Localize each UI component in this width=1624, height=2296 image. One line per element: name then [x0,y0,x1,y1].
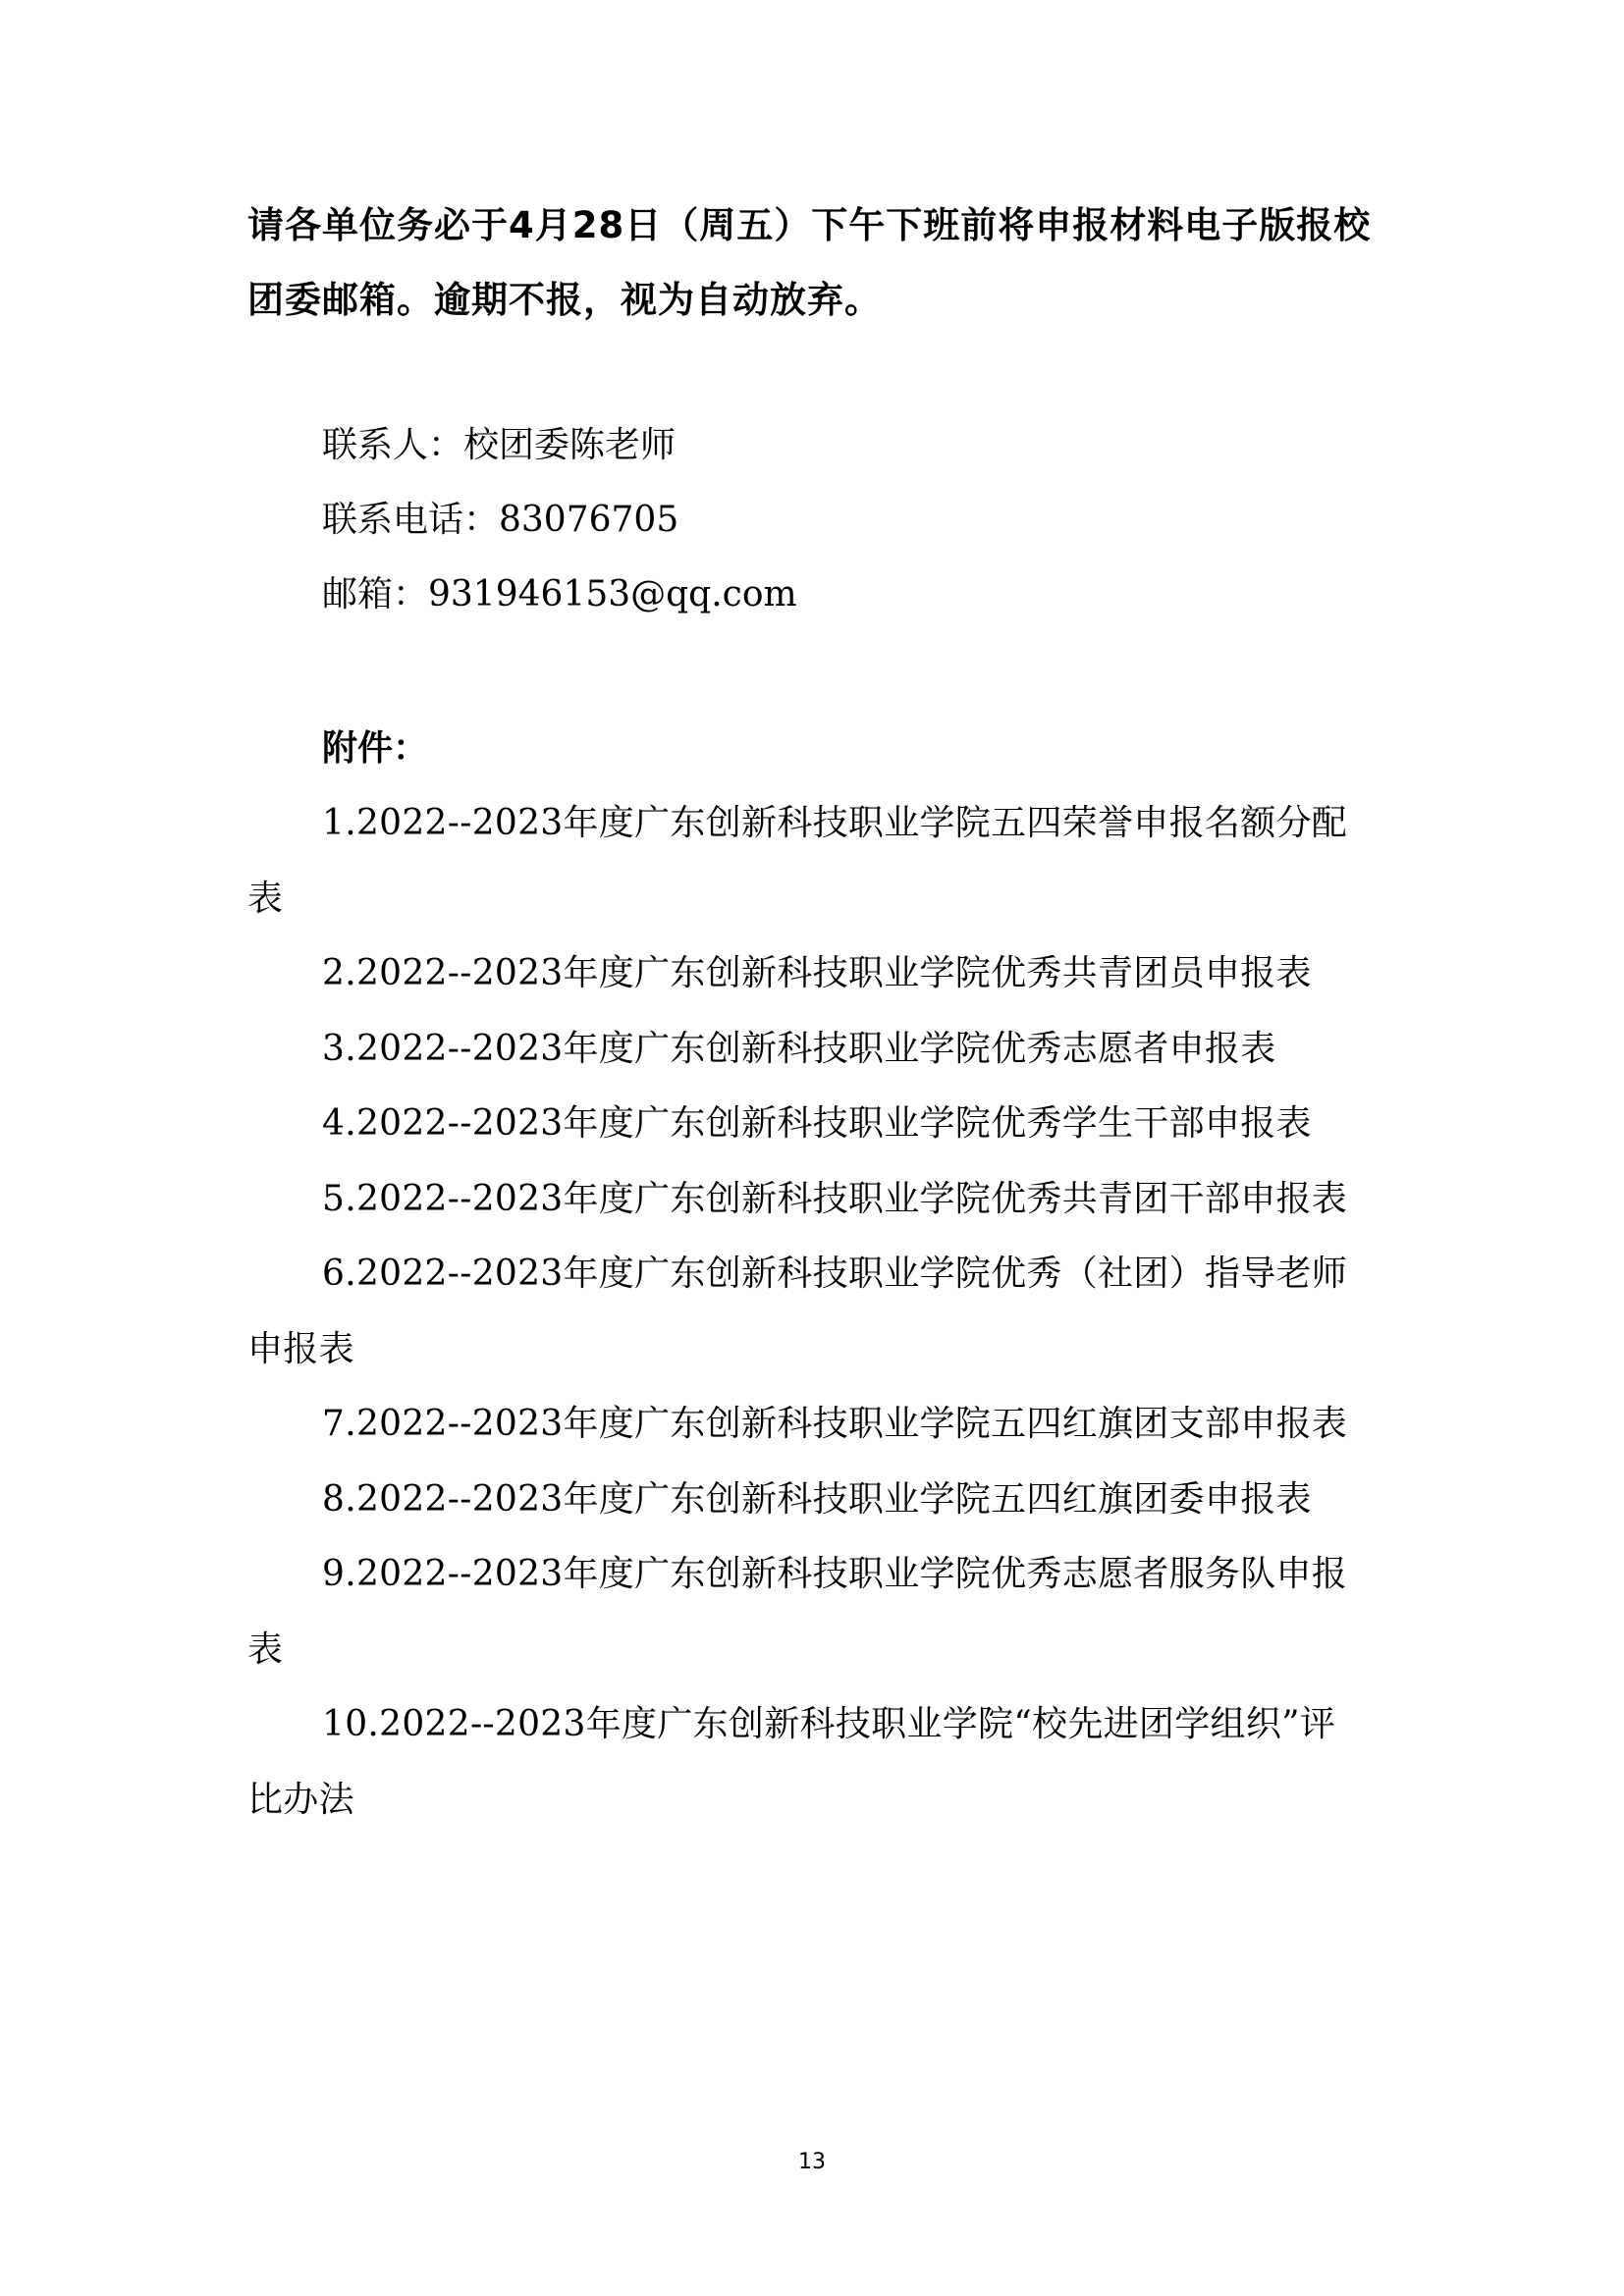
contact-person: 联系人：校团委陈老师 [322,425,677,465]
contact-phone: 联系电话：83076705 [322,500,679,540]
attachment-item: 6.2022--2023年度广东创新科技职业学院优秀（社团）指导老师申报表 [247,1254,1348,1369]
attachment-item: 7.2022--2023年度广东创新科技职业学院五四红旗团支部申报表 [322,1404,1348,1444]
attachment-item: 1.2022--2023年度广东创新科技职业学院五四荣誉申报名额分配表 [247,803,1348,919]
page-number: 13 [798,2150,826,2174]
attachment-item: 10.2022--2023年度广东创新科技职业学院“校先进团学组织”评比办法 [247,1704,1336,1820]
attachment-item: 3.2022--2023年度广东创新科技职业学院优秀志愿者申报表 [322,1028,1276,1069]
attachment-item: 2.2022--2023年度广东创新科技职业学院优秀共青团员申报表 [322,953,1312,993]
contact-email: 邮箱：931946153@qq.com [322,574,797,614]
attachment-item: 8.2022--2023年度广东创新科技职业学院五四红旗团委申报表 [322,1478,1312,1520]
attachment-item: 4.2022--2023年度广东创新科技职业学院优秀学生干部申报表 [322,1103,1312,1144]
attachments-list [247,786,1357,1838]
attachment-item: 5.2022--2023年度广东创新科技职业学院优秀共青团干部申报表 [322,1178,1348,1219]
attachments-heading: 附件： [322,728,429,769]
submission-notice: 请各单位务必于4月28日（周五）下午下班前将申报材料电子版报校团委邮箱。逾期不报，视为自动放弃。 [247,204,1372,321]
attachment-item: 9.2022--2023年度广东创新科技职业学院优秀志愿者服务队申报表 [247,1554,1348,1670]
